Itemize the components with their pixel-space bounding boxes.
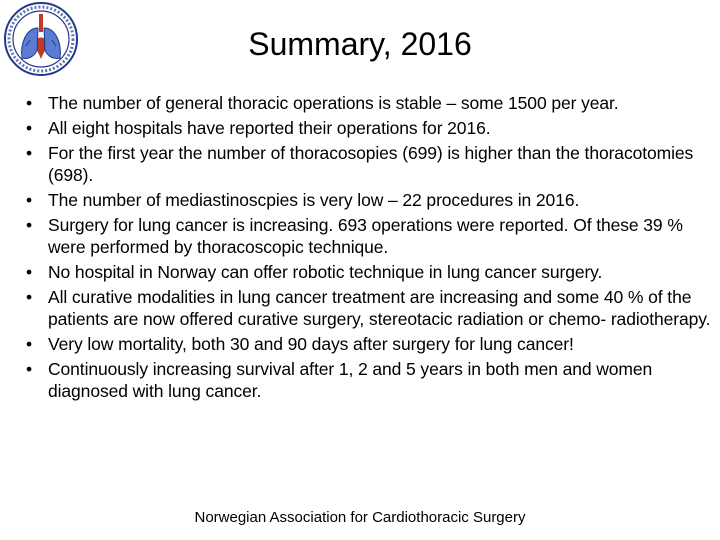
bullet-icon: •	[25, 190, 33, 210]
association-logo	[2, 0, 80, 78]
bullet-icon: •	[25, 93, 33, 113]
list-item	[22, 286, 718, 330]
list-item	[22, 214, 718, 258]
lungs-seal-icon	[2, 0, 80, 78]
bullet-icon: •	[25, 287, 33, 307]
list-item	[22, 142, 718, 186]
list-item	[22, 333, 718, 355]
list-item	[22, 92, 718, 114]
bullet-icon: •	[25, 215, 33, 235]
bullet-text: All eight hospitals have reported their operations for 2016.	[48, 118, 491, 138]
list-item	[22, 117, 718, 139]
bullet-icon: •	[25, 334, 33, 354]
bullet-text: Very low mortality, both 30 and 90 days after surgery for lung cancer!	[48, 334, 574, 354]
slide-footer: Norwegian Association for Cardiothoracic Surgery	[194, 509, 526, 526]
slide-title: Summary, 2016	[248, 26, 472, 62]
list-item	[22, 261, 718, 283]
bullet-text: All curative modalities in lung cancer treatment are increasing and some 40 % of the patients are now offered curative surgery, stereotacic radiation or chemo- radiotherapy.	[48, 287, 711, 329]
bullet-icon: •	[25, 359, 33, 379]
bullet-text: Surgery for lung cancer is increasing. 693 operations were reported. Of these 39 % were performed by thoracoscopic technique.	[48, 215, 683, 257]
bullet-icon: •	[25, 262, 33, 282]
bullet-icon: •	[25, 143, 33, 163]
bullet-text: The number of mediastinoscpies is very low – 22 procedures in 2016.	[48, 190, 580, 210]
bullet-text: Continuously increasing survival after 1, 2 and 5 years in both men and women diagnosed with lung cancer.	[48, 359, 653, 401]
bullet-text: No hospital in Norway can offer robotic technique in lung cancer surgery.	[48, 262, 603, 282]
list-item	[22, 189, 718, 211]
list-item	[22, 358, 718, 402]
bullet-text: The number of general thoracic operations is stable – some 1500 per year.	[48, 93, 619, 113]
summary-bullet-list	[22, 92, 718, 405]
bullet-text: For the first year the number of thoracosopies (699) is higher than the thoracotomies (698).	[48, 143, 694, 185]
bullet-icon: •	[25, 118, 33, 138]
